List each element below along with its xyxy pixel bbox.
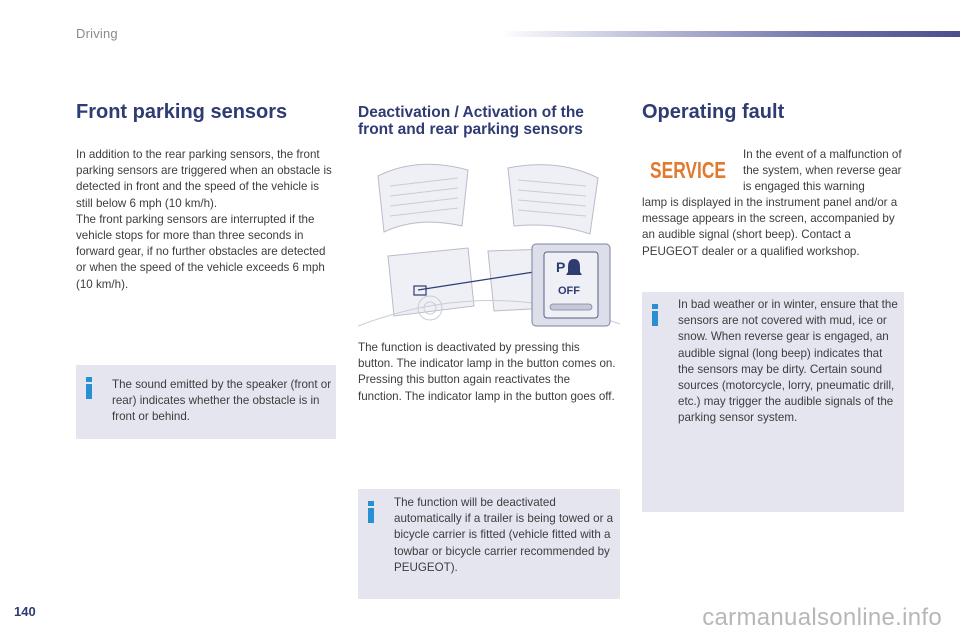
service-warning-icon — [648, 152, 728, 184]
button-p-letter: P — [556, 259, 566, 275]
info-icon — [84, 377, 94, 399]
deactivation-text — [358, 340, 616, 405]
watermark: carmanualsonline.info — [702, 604, 942, 631]
page-number: 140 — [14, 604, 36, 619]
front-parking-sensors-title: Front parking sensors — [76, 101, 288, 123]
info-box-trailer — [358, 489, 620, 599]
info-text: The sound emitted by the speaker (front or rear) indicates whether the obstacle is in front or behind. — [112, 378, 332, 424]
section-label: Driving — [76, 26, 118, 41]
service-label: SERVICE — [650, 157, 726, 183]
info-icon — [650, 304, 660, 326]
button-off-label: OFF — [558, 285, 580, 297]
info-box-speaker — [76, 365, 336, 439]
info-box-weather — [642, 292, 904, 512]
deactivation-title: Deactivation / Activation of the front and rear parking sensors — [358, 104, 584, 138]
operating-fault-title: Operating fault — [642, 101, 785, 123]
header-bar — [500, 31, 960, 37]
info-text: In bad weather or in winter, ensure that the sensors are not covered with mud, ice or snow. When reverse gear is engaged, an audible signal (long beep) indicates that the sensors may be dirty. Certain sound sources (motorcycle, lorry, pneumatic drill, etc.) may trigger the audible signals of the parking sensor system. — [678, 298, 898, 425]
paragraph: The function is deactivated by pressing this button. The indicator lamp in the button comes on. — [358, 341, 616, 371]
paragraph: The front parking sensors are interrupted if the vehicle stops for more than three seconds in forward gear, if no further obstacles are detected or when the speed of the vehicle exceeds 6 mph (10 km/h). — [76, 212, 326, 291]
info-icon — [366, 501, 376, 523]
dashboard-illustration — [358, 156, 620, 332]
front-sensors-text — [76, 147, 334, 293]
info-text: The function will be deactivated automatically if a trailer is being towed or a bicycle carrier is fitted (vehicle fitted with a towbar or bicycle carrier recommended by PEUGEOT). — [394, 496, 614, 574]
fault-text-b: lamp is displayed in the instrument panel and/or a message appears in the screen, accompanied by an audible signal (short beep). Contact a PEUGEOT dealer or a qualified workshop. — [642, 196, 898, 258]
paragraph: In addition to the rear parking sensors, the front parking sensors are triggered when an obstacle is detected in front and the speed of the vehicle is still below 6 mph (10 km/h). — [76, 148, 332, 210]
paragraph: Pressing this button again reactivates the function. The indicator lamp in the button goes off. — [358, 373, 615, 403]
fault-text-a: In the event of a malfunction of the system, when reverse gear is engaged this warning — [743, 148, 902, 194]
